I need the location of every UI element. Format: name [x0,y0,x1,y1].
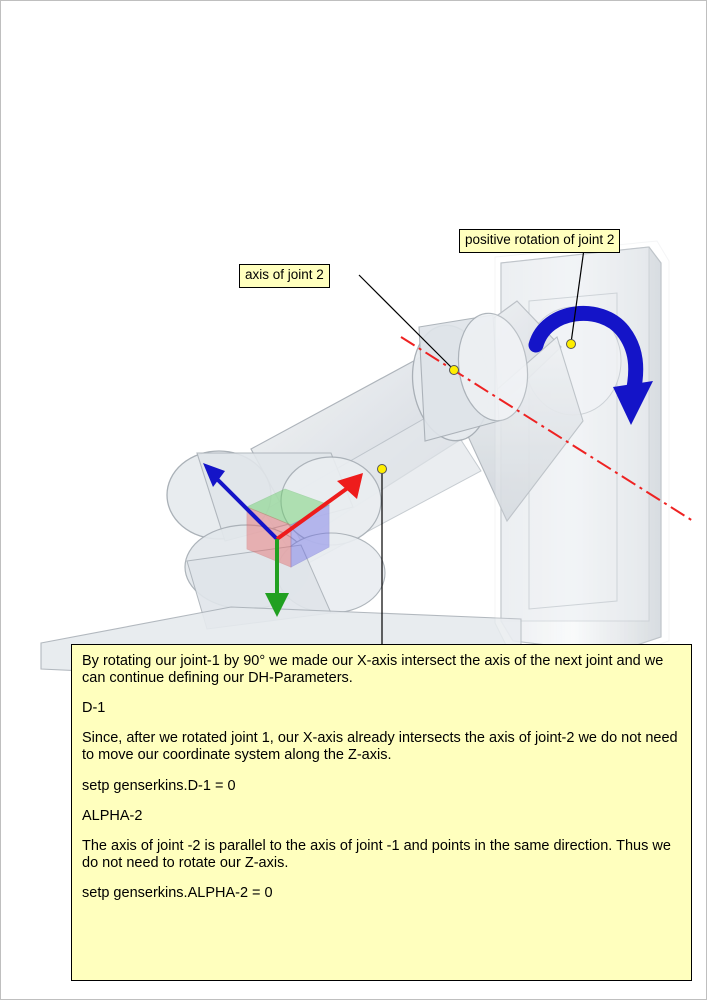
callout-axis-of-joint-2-text: axis of joint 2 [245,267,324,282]
explanation-command-alpha2: setp genserkins.ALPHA-2 = 0 [82,884,273,901]
explanation-heading-d1: D-1 [82,700,106,717]
callout-axis-of-joint-2 [239,264,330,288]
explanation-command-d1: setp genserkins.D-1 = 0 [82,777,236,794]
explanation-box [71,644,692,981]
callout-positive-rotation-of-joint-2 [459,229,620,253]
explanation-paragraph-1: By rotating our joint-1 by 90° we made our X-axis intersect the axis of the next joint and we can continue defining our DH-Parameters. [82,653,664,687]
callout-positive-rotation-text: positive rotation of joint 2 [465,232,615,247]
explanation-paragraph-3: The axis of joint -2 is parallel to the axis of joint -1 and points in the same direction. Thus we do not need to rotate our Z-axis. [82,837,671,871]
explanation-paragraph-2: Since, after we rotated joint 1, our X-axis already intersects the axis of joint-2 we do not need to move our coordinate system along the Z-axis. [82,730,678,764]
explanation-heading-alpha2: ALPHA-2 [82,807,143,824]
